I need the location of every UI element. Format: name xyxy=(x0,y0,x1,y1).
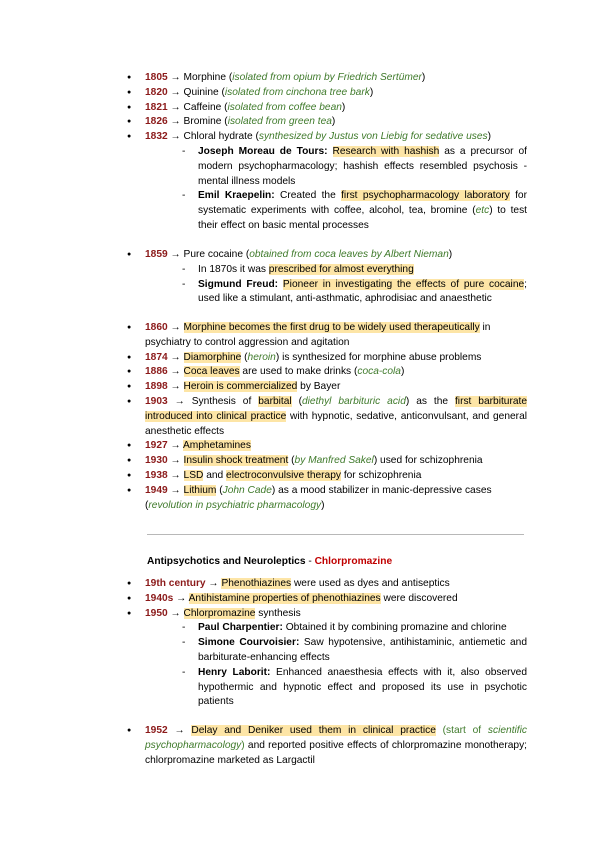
list-item: ● 1820 → Quinine (isolated from cinchona tree bark) xyxy=(127,86,527,101)
list-item: ● 1950 → Chlorpromazine synthesis - Paul Charpentier: Obtained it by combining promazine and chlorine - Simone Courvoisier: Saw hypotensive, antihistaminic, antiemetic and barbiturate-enhancing effects - Henry Laborit: Enhanced anaesthesia effects with it, also observed hypothermic and hypnotic effect and proposed its use in psychotic patients xyxy=(127,607,527,711)
list-item: ● 19th century → Phenothiazines were used as dyes and antiseptics xyxy=(127,577,527,592)
sub-list-item: - Paul Charpentier: Obtained it by combining promazine and chlorine xyxy=(182,621,527,636)
list-item: ● 1821 → Caffeine (isolated from coffee bean) xyxy=(127,101,527,116)
timeline-list-4 xyxy=(127,577,527,710)
list-item: ● 1874 → Diamorphine (heroin) is synthesized for morphine abuse problems xyxy=(127,351,527,366)
sub-list xyxy=(182,145,527,234)
sub-list-item: - Sigmund Freud: Pioneer in investigating the effects of pure cocaine; used like a stimulant, anti-asthmatic, aphrodisiac and anaesthetic xyxy=(182,278,527,308)
list-item: ● 1938 → LSD and electroconvulsive therapy for schizophrenia xyxy=(127,469,527,484)
timeline-list-5 xyxy=(127,724,527,768)
sub-list xyxy=(182,621,527,710)
list-item: ● 1898 → Heroin is commercialized by Bayer xyxy=(127,380,527,395)
list-item: ● 1930 → Insulin shock treatment (by Manfred Sakel) used for schizophrenia xyxy=(127,454,527,469)
list-item: ● 1886 → Coca leaves are used to make drinks (coca-cola) xyxy=(127,365,527,380)
list-item: ● 1927 → Amphetamines xyxy=(127,439,527,454)
timeline-list-1 xyxy=(127,71,527,234)
sub-list-item: - Henry Laborit: Enhanced anaesthesia effects with it, also observed hypothermic and hypnotic effect and proposed its use in psychotic patients xyxy=(182,666,527,710)
sub-list-item: - In 1870s it was prescribed for almost everything xyxy=(182,263,527,278)
list-item: ● 1903 → Synthesis of barbital (diethyl barbituric acid) as the first barbiturate introduced into clinical practice with hypnotic, sedative, anticonvulsant, and general anesthetic effects xyxy=(127,395,527,439)
timeline-list-2 xyxy=(127,248,527,307)
sub-list xyxy=(182,263,527,307)
section-heading: Antipsychotics and Neuroleptics - Chlorpromazine xyxy=(147,556,393,567)
list-item: ● 1949 → Lithium (John Cade) as a mood stabilizer in manic-depressive cases (revolution in psychiatric pharmacology) xyxy=(127,484,527,514)
list-item: ● 1860 → Morphine becomes the first drug to be widely used therapeutically in psychiatry to control aggression and agitation xyxy=(127,321,527,351)
section-divider xyxy=(147,534,524,535)
sub-list-item: - Joseph Moreau de Tours: Research with hashish as a precursor of modern psychopharmacology; hashish effects resembled psychosis - mental illness models xyxy=(182,145,527,189)
list-item: ● 1832 → Chloral hydrate (synthesized by Justus von Liebig for sedative uses) - Joseph Moreau de Tours: Research with hashish as a precursor of modern psychopharmacology; hashish effects resembled psychosis - mental illness models - Emil Kraepelin: Created the first psychopharmacology laboratory for systematic experiments with coffee, alcohol, tea, bromine (etc) to test their effect on basic mental processes xyxy=(127,130,527,234)
sub-list-item: - Emil Kraepelin: Created the first psychopharmacology laboratory for systematic experiments with coffee, alcohol, tea, bromine (etc) to test their effect on basic mental processes xyxy=(182,189,527,233)
sub-list-item: - Simone Courvoisier: Saw hypotensive, antihistaminic, antiemetic and barbiturate-enhancing effects xyxy=(182,636,527,666)
list-item: ● 1859 → Pure cocaine (obtained from coca leaves by Albert Nieman) - In 1870s it was prescribed for almost everything - Sigmund Freud: Pioneer in investigating the effects of pure cocaine; used like a stimulant, anti-asthmatic, aphrodisiac and anaesthetic xyxy=(127,248,527,307)
list-item: ● 1826 → Bromine (isolated from green tea) xyxy=(127,115,527,130)
list-item: ● 1952 → Delay and Deniker used them in clinical practice (start of scientific psychopharmacology) and reported positive effects of chlorpromazine monotherapy; chlorpromazine marketed as Largactil xyxy=(127,724,527,768)
timeline-list-3 xyxy=(127,321,527,513)
list-item: ● 1940s → Antihistamine properties of phenothiazines were discovered xyxy=(127,592,527,607)
list-item: ● 1805 → Morphine (isolated from opium by Friedrich Sertümer) xyxy=(127,71,527,86)
